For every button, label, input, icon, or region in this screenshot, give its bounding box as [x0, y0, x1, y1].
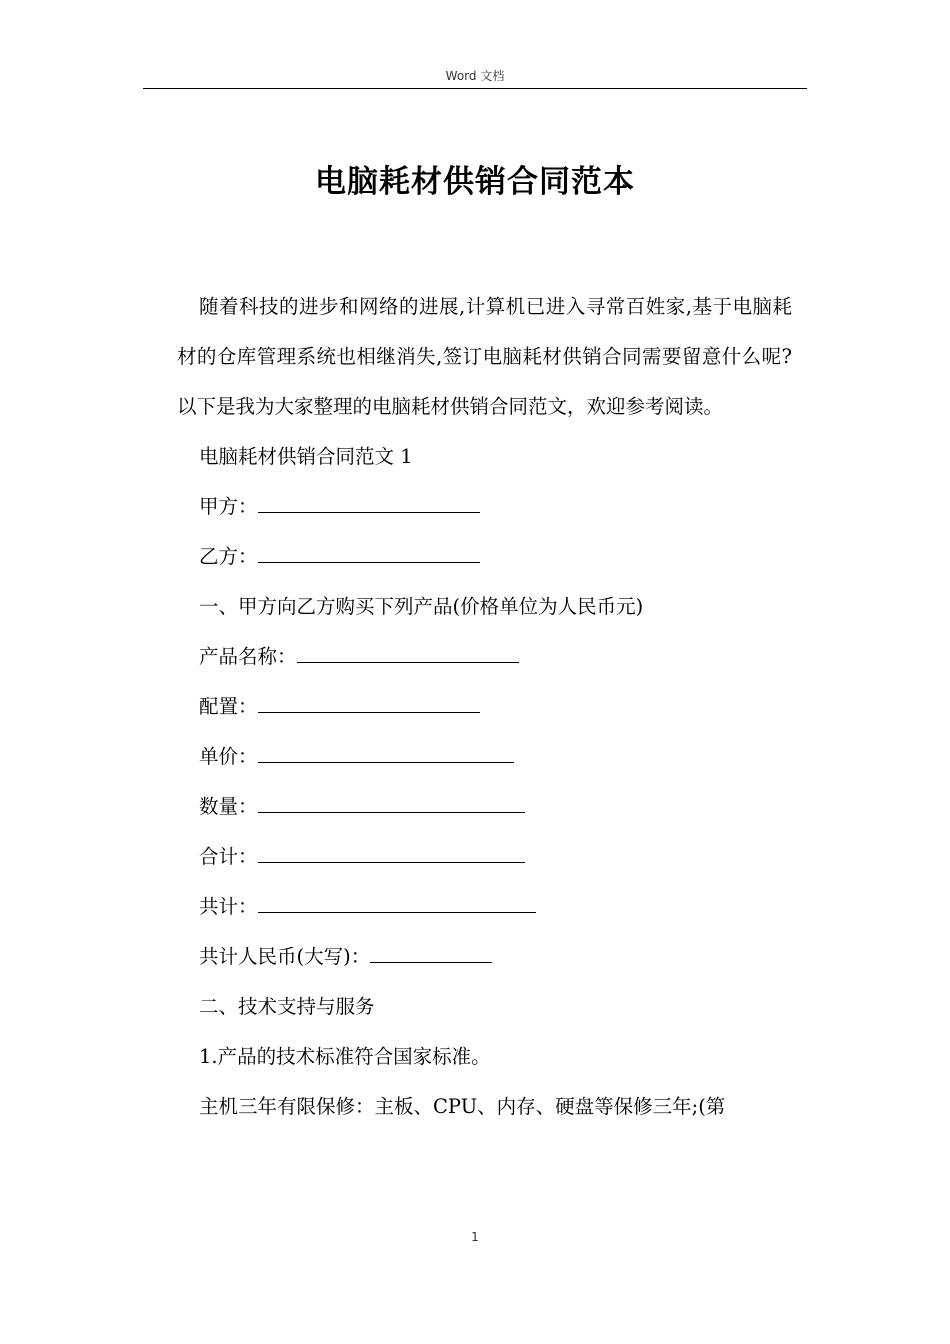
config-label: 配置：: [199, 695, 258, 718]
quantity-line: [177, 782, 792, 832]
config-blank: [258, 694, 480, 713]
header-text: Word 文档: [445, 69, 505, 83]
unit-price-line: [177, 732, 792, 782]
section-2-heading: 二、技术支持与服务: [199, 995, 375, 1018]
intro-paragraph: 随着科技的进步和网络的进展,计算机已进入寻常百姓家,基于电脑耗材的仓库管理系统也相继消失,签订电脑耗材供销合同需要留意什么呢?以下是我为大家整理的电脑耗材供销合同范文，欢迎参考阅读。: [177, 295, 792, 418]
total-rmb-blank: [370, 944, 492, 963]
warranty-line: 主机三年有限保修：主板、CPU、内存、硬盘等保修三年;(第: [199, 1095, 726, 1118]
party-a-label: 甲方：: [199, 495, 258, 518]
party-b-blank: [258, 544, 480, 563]
subtotal-line: [177, 832, 792, 882]
total-rmb-label: 共计人民币(大写)：: [199, 945, 371, 968]
page-number: 1: [471, 1230, 479, 1244]
unit-price-label: 单价：: [199, 745, 258, 768]
party-b-label: 乙方：: [199, 545, 258, 568]
quantity-blank: [258, 794, 525, 813]
product-name-label: 产品名称：: [199, 645, 297, 668]
total-blank: [258, 894, 536, 913]
document-title: 电脑耗材供销合同范本: [315, 164, 635, 200]
subtotal-label: 合计：: [199, 845, 258, 868]
party-b-line: [177, 532, 792, 582]
party-a-line: [177, 482, 792, 532]
unit-price-blank: [258, 744, 514, 763]
item-1: 1.产品的技术标准符合国家标准。: [199, 1045, 491, 1068]
quantity-label: 数量：: [199, 795, 258, 818]
section-1-heading: 一、甲方向乙方购买下列产品(价格单位为人民币元): [199, 595, 644, 618]
document-body: [177, 282, 792, 1132]
config-line: [177, 682, 792, 732]
page-header: [143, 67, 807, 89]
total-label: 共计：: [199, 895, 258, 918]
product-name-line: [177, 632, 792, 682]
total-line: [177, 882, 792, 932]
party-a-blank: [258, 494, 480, 513]
subtotal-blank: [258, 844, 525, 863]
contract-heading: 电脑耗材供销合同范文 1: [199, 445, 413, 468]
total-rmb-line: [177, 932, 792, 982]
product-name-blank: [297, 644, 519, 663]
